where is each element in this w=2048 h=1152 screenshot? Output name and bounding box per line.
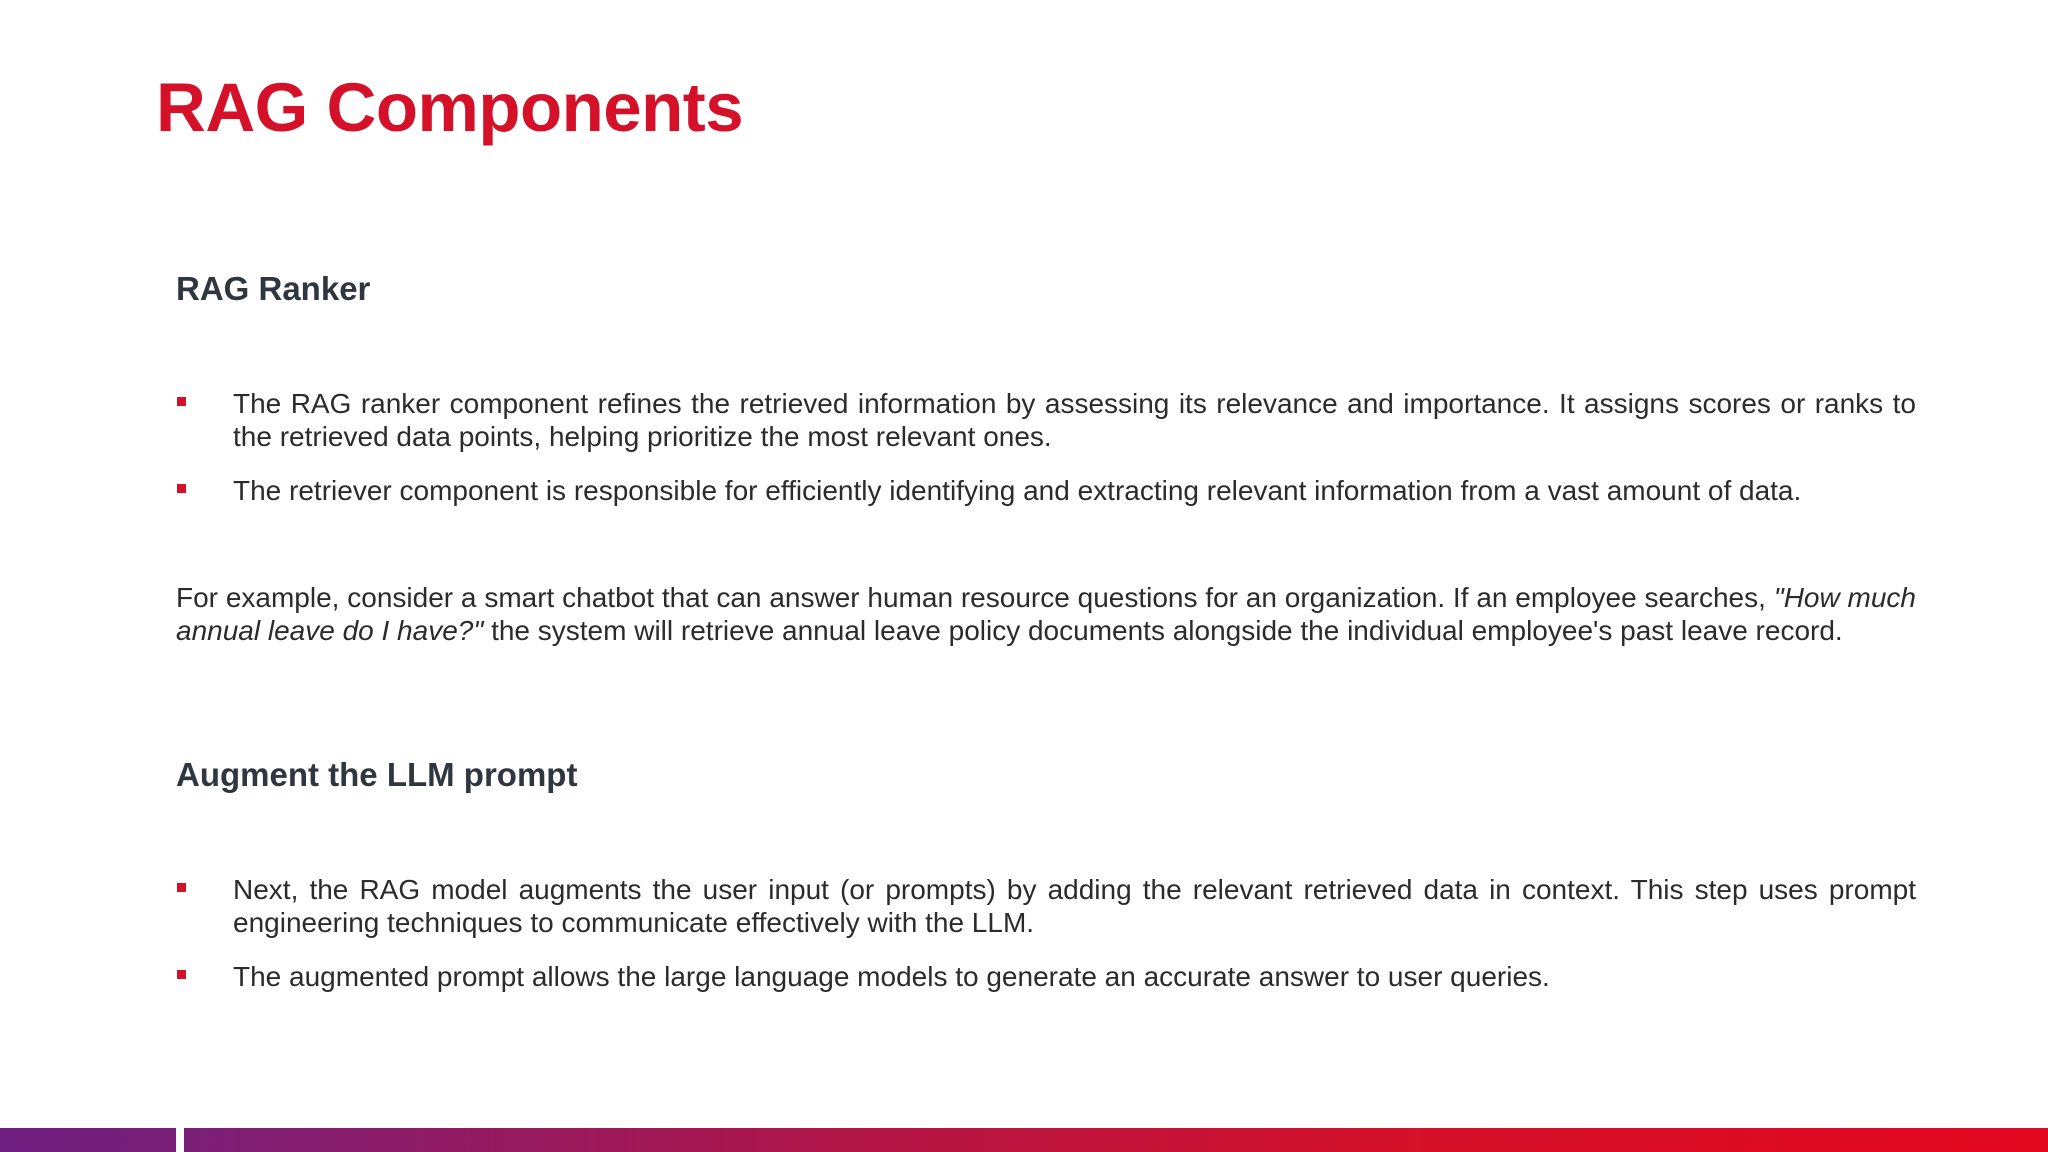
example-paragraph [176, 581, 1916, 647]
square-bullet-icon [177, 484, 186, 493]
bullet-item [176, 387, 1916, 453]
example-text-start: For example, consider a smart chatbot that can answer human resource questions for an organization. If an employee searches, [176, 582, 1774, 613]
bullet-item [176, 474, 1916, 507]
example-quote: "How much annual leave do I have?" [176, 582, 1916, 646]
bullet-item [176, 873, 1916, 939]
bullet-text: The retriever component is responsible for efficiently identifying and extracting relevant information from a vast amount of data. [233, 475, 1802, 506]
footer-gradient-bar [0, 1128, 2048, 1152]
bullet-text: The augmented prompt allows the large language models to generate an accurate answer to user queries. [233, 961, 1550, 992]
augment-prompt-bullet-list [176, 873, 1916, 1014]
slide-title: RAG Components [156, 69, 744, 146]
bullet-text: Next, the RAG model augments the user input (or prompts) by adding the relevant retrieved data in context. This step uses prompt engineering techniques to communicate effectively with the LLM. [233, 874, 1916, 938]
square-bullet-icon [177, 397, 186, 406]
section-heading-rag-ranker: RAG Ranker [176, 270, 371, 307]
example-text-end: the system will retrieve annual leave policy documents alongside the individual employee's past leave record. [483, 615, 1843, 646]
bullet-text: The RAG ranker component refines the retrieved information by assessing its relevance and importance. It assigns scores or ranks to the retrieved data points, helping prioritize the most relevant ones. [233, 388, 1916, 452]
section-heading-augment-prompt: Augment the LLM prompt [176, 756, 578, 793]
footer-bar-left-segment [0, 1128, 176, 1152]
bullet-item [176, 960, 1916, 993]
rag-ranker-bullet-list [176, 387, 1916, 528]
footer-bar-right-segment [184, 1128, 2048, 1152]
square-bullet-icon [177, 883, 186, 892]
square-bullet-icon [177, 970, 186, 979]
